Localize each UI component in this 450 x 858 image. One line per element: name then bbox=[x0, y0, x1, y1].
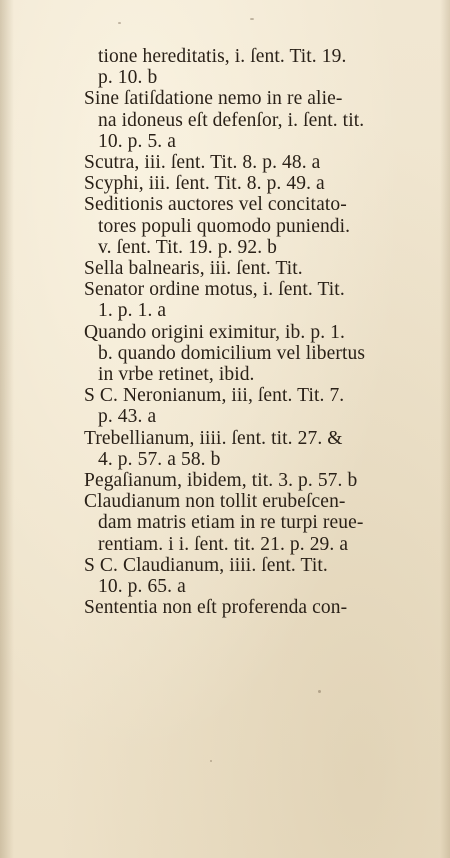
index-line-16: in vrbe retinet, ibid. bbox=[98, 364, 255, 386]
index-line-4: na idoneus eſt defenſor, i. ſent. tit. bbox=[98, 109, 365, 131]
paper-speck bbox=[318, 690, 321, 693]
index-line-10: v. ſent. Tit. 19. p. 92. b bbox=[98, 236, 278, 258]
index-line-13: 1. p. 1. a bbox=[98, 300, 167, 322]
index-line-18: p. 43. a bbox=[98, 406, 157, 428]
index-line-6: Scutra, iii. ſent. Tit. 8. p. 48. a bbox=[84, 152, 321, 174]
index-line-11: Sella balnearis, iii. ſent. Tit. bbox=[84, 258, 303, 280]
index-line-8: Seditionis auctores vel concitato- bbox=[84, 194, 347, 216]
index-line-27: Sententia non eſt proferenda con- bbox=[84, 597, 348, 619]
index-line-9: tores populi quomodo puniendi. bbox=[98, 215, 351, 237]
index-line-19: Trebellianum, iiii. ſent. tit. 27. & bbox=[84, 427, 343, 449]
index-line-22: Claudianum non tollit erubeſcen- bbox=[84, 491, 346, 513]
paper-speck bbox=[250, 18, 254, 20]
index-line-20: 4. p. 57. a 58. b bbox=[98, 448, 221, 470]
page-gutter-shadow bbox=[0, 0, 14, 858]
paper-speck bbox=[210, 760, 212, 762]
index-line-21: Pegaſianum, ibidem, tit. 3. p. 57. b bbox=[84, 470, 358, 492]
page-edge-shadow bbox=[440, 0, 450, 858]
index-line-12: Senator ordine motus, i. ſent. Tit. bbox=[84, 279, 345, 301]
index-text-block bbox=[84, 46, 424, 618]
index-line-24: rentiam. i i. ſent. tit. 21. p. 29. a bbox=[98, 533, 349, 555]
paper-speck bbox=[118, 22, 121, 24]
index-line-15: b. quando domicilium vel libertus bbox=[98, 342, 366, 364]
index-line-14: Quando origini eximitur, ib. p. 1. bbox=[84, 321, 345, 343]
index-line-3: Sine ſatiſdatione nemo in re alie- bbox=[84, 88, 343, 110]
index-line-1: tione hereditatis, i. ſent. Tit. 19. bbox=[98, 46, 347, 67]
index-line-5: 10. p. 5. a bbox=[98, 130, 177, 152]
index-line-17: S C. Neronianum, iii, ſent. Tit. 7. bbox=[84, 385, 345, 407]
index-line-25: S C. Claudianum, iiii. ſent. Tit. bbox=[84, 554, 328, 576]
index-line-26: 10. p. 65. a bbox=[98, 576, 186, 598]
index-line-7: Scyphi, iii. ſent. Tit. 8. p. 49. a bbox=[84, 173, 325, 195]
index-line-2: p. 10. b bbox=[98, 67, 158, 89]
index-line-23: dam matris etiam in re turpi reue- bbox=[98, 512, 364, 534]
